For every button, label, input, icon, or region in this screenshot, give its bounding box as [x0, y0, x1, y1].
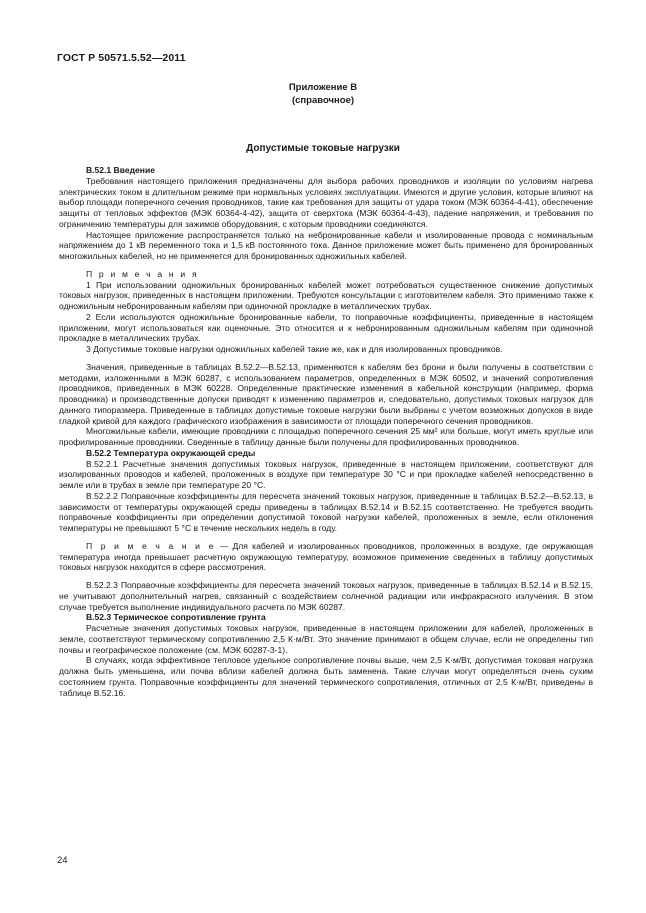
- document-body: [59, 165, 593, 698]
- notes-label: П р и м е ч а н и я: [86, 268, 199, 279]
- note-label: П р и м е ч а н и е: [86, 540, 216, 551]
- note-item: 3 Допустимые токовые нагрузки одножильных кабелей такие же, как и для изолированных проводников.: [86, 344, 503, 354]
- section-heading-b52-1: В.52.1 Введение: [86, 165, 155, 175]
- page-number: 24: [57, 855, 68, 866]
- appendix-note: (справочное): [291, 95, 355, 106]
- paragraph: Расчетные значения допустимых токовых нагрузок, приведенные в настоящем приложении для кабелей, проложенных в земле, соответствуют термическому сопротивлению 2,5 К·м/Вт. Это значение принимают в общем случае, если не определены тип почвы и географическое положение (см. МЭК 60287-3-1).: [59, 623, 593, 655]
- standard-header: ГОСТ Р 50571.5.52—2011: [57, 52, 186, 64]
- note-item: [59, 541, 593, 573]
- section-heading-b52-3: В.52.3 Термическое сопротивление грунта: [86, 612, 266, 623]
- note-text: — Для кабелей и изолированных проводников, проложенных в воздухе, где окружающая температура иногда превышает расчетную окружающую температуру, возможное применение сведенных в таблицу допустимых токовых нагрузок находится в сфере рассмотрения.: [59, 540, 593, 573]
- paragraph: В случаях, когда эффективное тепловое удельное сопротивление почвы выше, чем 2,5 К·м/Вт, допустимая токовая нагрузка должна быть уменьшена, или почва вблизи кабелей должна быть заменена. Такие случаи могут определяться очень сухим состоянием грунта. Поправочные коэффициенты для значений термического сопротивления, отличных от 2,5 К·м/Вт, приведены в таблице В.52.16.: [59, 655, 593, 698]
- paragraph: В.52.2.2 Поправочные коэффициенты для пересчета значений токовых нагрузок, приведенные в таблицах В.52.2—В.52.13, в зависимости от температуры окружающей среды приведены в таблицах В.52.14 и В.52.15 соответственно. Не требуется вводить поправочные коэффициенты при определении допустимой токовой нагрузки кабелей, проложенных в земле, если отклонения температуры не превышают 5 °С в течение нескольких недель в году.: [59, 490, 593, 533]
- note-item: 1 При использовании одножильных бронированных кабелей может потребоваться существенное снижение допустимых токовых нагрузок, приведенных в настоящем приложении. Требуются консультации с изготовителем кабеля. Это применимо также к одножильным небронированным кабелям при одиночной прокладке в металлических трубах.: [59, 279, 593, 311]
- paragraph: В.52.2.3 Поправочные коэффициенты для пересчета значений токовых нагрузок, приведенные в таблицах В.52.14 и В.52.15, не учитывают дополнительный нагрев, связанный с воздействием солнечной радиации или инфракрасного излучения. В этом случае требуется выполнение индивидуального расчета по МЭК 60287.: [59, 580, 593, 612]
- paragraph: В.52.2.1 Расчетные значения допустимых токовых нагрузок, приведенные в настоящем приложении, соответствуют для изолированных проводов и кабелей, проложенных в воздухе при температуре 30 °С и при прокладке кабелей непосредственно в земле или в трубах в земле при температуре 20 °С.: [59, 458, 593, 490]
- paragraph: Значения, приведенные в таблицах В.52.2—В.52.13, применяются к кабелям без брони и были получены в соответствии с методами, изложенными в МЭК 60287, с использованием параметров, определенных в МЭК 60502, и значений сопротивления проводников, приведенных в МЭК 60228. Определенные практические изменения в кабельной конструкции (например, форма проводника) и производственные допуски приводят к изменению параметров и, следовательно, допустимых токовых нагрузок для данного типоразмера. Приведенные в таблицах допустимые токовые нагрузки были выбраны с учетом возможных допусков в виде гладкой кривой для каждого графического изображения в зависимости от площади поперечного сечения проводников.: [59, 361, 593, 426]
- page-title: Допустимые токовые нагрузки: [246, 143, 400, 154]
- appendix-label: Приложение В: [288, 82, 358, 93]
- note-item: 2 Если используются одножильные бронированные кабели, то поправочные коэффициенты, приведенные в настоящем приложении, могут использоваться как оценочные. Это относится и к небронированным одножильным кабелям при одиночной прокладке в металлических трубах.: [59, 311, 593, 344]
- paragraph: Требования настоящего приложения предназначены для выбора рабочих проводников и изоляции по условиям нагрева электрических током в длительном режиме при нормальных условиях эксплуатации. Имеются и другие условия, которые влияют на выбор площади поперечного сечения проводников, такие как требования для защиты от удара током (МЭК 60364-4-41), обеспечение защиты от тепловых эффектов (МЭК 60364-4-42), защита от сверхтока (МЭК 60364-4-43), падение напряжения, и требования по ограничению температуры для зажимов оборудования, с которым проводники соединяются.: [59, 175, 593, 229]
- paragraph: Многожильные кабели, имеющие проводники с площадью поперечного сечения 25 мм² или больше, могут иметь круглые или профилированные проводники. Сведенные в таблицу данные были получены для профилированных проводников.: [59, 426, 593, 447]
- paragraph: Настоящее приложение распространяется только на небронированные кабели и изолированные провода с номинальным напряжением до 1 кВ переменного тока и 1,5 кВ постоянного тока. Данное приложение может быть применено для бронированных многожильных кабелей, но не применяется для бронированных одножильных кабелей.: [59, 229, 593, 261]
- section-heading-b52-2: В.52.2 Температура окружающей среды: [86, 447, 256, 458]
